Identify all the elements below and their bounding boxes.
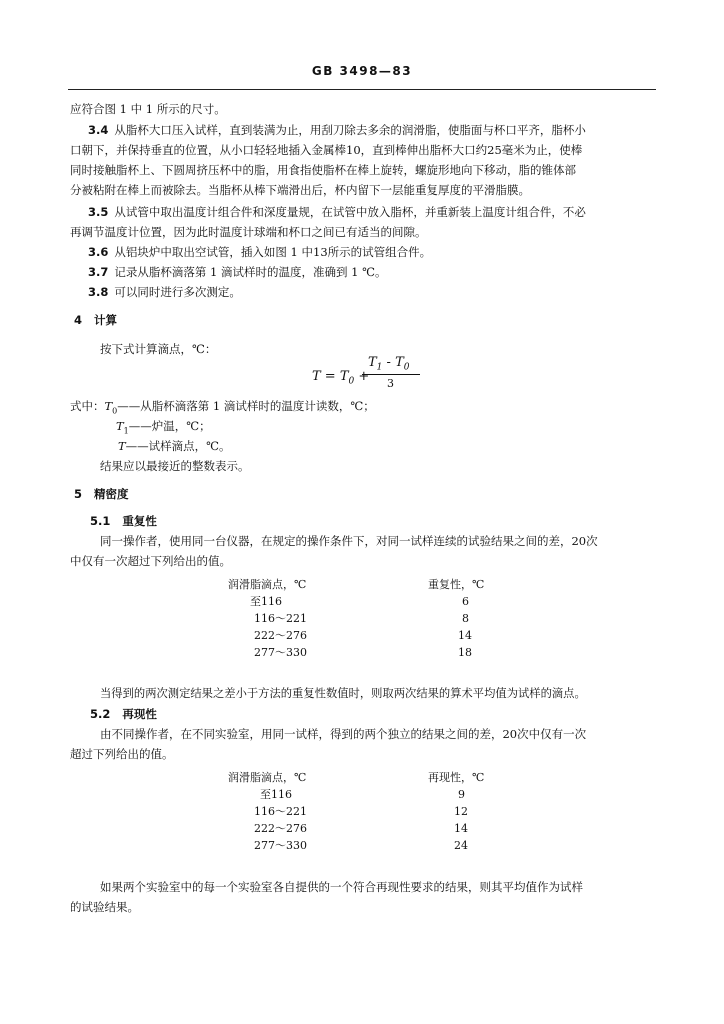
col-header: 润滑脂滴点，℃	[228, 578, 307, 591]
subsection-number: 5.1	[90, 514, 111, 528]
section-title: 计算	[94, 313, 118, 327]
formula-plus: +	[358, 369, 370, 384]
formula-num-a-sub: 1	[376, 362, 383, 373]
value-cell: 12	[454, 805, 468, 818]
step-3-8-line-1	[88, 285, 241, 299]
where-label: 式中：	[70, 399, 105, 413]
reproducibility-text-line-2: 超过下列给出的值。	[70, 747, 174, 761]
repeatability-after-text: 当得到的两次测定结果之差小于方法的重复性数值时，则取两次结果的算术平均值为试样的滴点。	[100, 687, 586, 700]
var-sub: 1	[123, 426, 129, 436]
step-number: 3.5	[88, 205, 109, 219]
subsection-number: 5.2	[90, 707, 111, 721]
formula-lhs-sub: 0	[348, 376, 355, 387]
where-line-2	[116, 419, 211, 438]
reproducibility-after-line-1: 如果两个实验室中的每一个实验室各自提供的一个符合再现性要求的结果，则其平均值作为试样	[100, 880, 583, 894]
value-cell: 8	[462, 612, 469, 625]
step-text: 可以同时进行多次测定。	[114, 285, 241, 299]
rounding-note: 结果应以最接近的整数表示。	[100, 459, 250, 473]
formula-intro: 按下式计算滴点，℃：	[100, 342, 217, 356]
table-row	[228, 644, 520, 661]
section-number: 5	[74, 487, 83, 501]
subsection-title: 再现性	[122, 707, 157, 721]
step-text: 从脂杯大口压入试样，直到装满为止，用刮刀除去多余的润滑脂，使脂面与杯口平齐，脂杯小	[114, 123, 586, 137]
value-cell: 6	[462, 595, 469, 608]
table-row	[228, 610, 520, 627]
var-desc: ——炉温，℃；	[128, 419, 211, 433]
table-header-row	[228, 769, 520, 786]
where-line-1	[70, 399, 375, 418]
var-desc: ——试样滴点，℃。	[125, 439, 231, 453]
step-number: 3.4	[88, 123, 109, 137]
formula-denominator: 3	[387, 377, 394, 390]
step-3-5-line-1	[88, 205, 586, 219]
step-3-5-line-2: 再调节温度计位置，因为此时温度计球端和杯口之间已有适当的间隙。	[70, 225, 427, 239]
table-header-row	[228, 576, 520, 593]
section-number: 4	[74, 313, 83, 327]
step-number: 3.6	[88, 245, 109, 259]
formula-numerator	[368, 355, 409, 373]
range-cell: 至116	[250, 595, 282, 608]
var-symbol: T	[116, 419, 124, 433]
col-header: 重复性，℃	[428, 578, 485, 591]
table-row	[228, 803, 520, 820]
repeatability-table	[228, 576, 520, 661]
col-header: 润滑脂滴点，℃	[228, 771, 307, 784]
range-cell: 116～221	[254, 805, 307, 818]
var-sub: 0	[112, 406, 118, 416]
step-3-4-line-2: 口朝下，并保持垂直的位置，从小口轻轻地插入金属棒10，直到棒伸出脂杯大口约25毫米为止，使棒	[70, 143, 583, 157]
value-cell: 24	[454, 839, 468, 852]
step-3-4-line-4: 分被粘附在棒上而被除去。当脂杯从棒下端滑出后，杯内留下一层能重复厚度的平滑脂膜。	[70, 183, 530, 197]
repeatability-text-line-1: 同一操作者，使用同一台仪器，在规定的操作条件下，对同一试样连续的试验结果之间的差，20次	[100, 534, 598, 548]
var-symbol: T	[104, 399, 113, 413]
reproducibility-table	[228, 769, 520, 854]
step-3-4-line-3: 同时接触脂杯上、下圆周挤压杯中的脂，用食指使脂杯在棒上旋转，螺旋形地向下移动，脂的锥体部	[70, 163, 576, 177]
formula-lhs	[312, 369, 369, 387]
section-title: 精密度	[94, 487, 129, 501]
range-cell: 至116	[260, 788, 292, 801]
subsection-5-2-heading	[90, 707, 157, 721]
range-cell: 277～330	[254, 646, 307, 659]
table-row	[228, 820, 520, 837]
var-symbol: T	[118, 439, 126, 453]
range-cell: 277～330	[254, 839, 307, 852]
step-number: 3.7	[88, 265, 109, 279]
reproducibility-after-line-2: 的试验结果。	[70, 900, 139, 914]
step-3-6-line-1	[88, 245, 431, 259]
value-cell: 14	[454, 822, 468, 835]
value-cell: 9	[458, 788, 465, 801]
step-text: 从铝块炉中取出空试管，插入如图 1 中13所示的试管组合件。	[114, 245, 432, 259]
subsection-5-1-heading	[90, 514, 157, 528]
repeatability-text-line-2: 中仅有一次超过下列给出的值。	[70, 554, 231, 568]
section-5-heading	[74, 487, 129, 501]
formula-num-a: T	[368, 355, 377, 370]
col-header: 再现性，℃	[428, 771, 485, 784]
step-3-7-line-1	[88, 265, 387, 279]
range-cell: 116～221	[254, 612, 307, 625]
table-row	[228, 593, 520, 610]
standard-number-header: GB 3498—83	[311, 64, 413, 78]
step-text: 从试管中取出温度计组合件和深度量规，在试管中放入脂杯，并重新装上温度计组合件，不必	[114, 205, 586, 219]
range-cell: 222～276	[254, 629, 307, 642]
range-cell: 222～276	[254, 822, 307, 835]
var-desc: ——从脂杯滴落第 1 滴试样时的温度计读数，℃；	[117, 399, 375, 413]
formula-lhs-text: T = T	[312, 369, 349, 384]
formula-num-minus: - T	[382, 355, 404, 370]
table-row	[228, 627, 520, 644]
step-text: 记录从脂杯滴落第 1 滴试样时的温度，准确到 1 ℃。	[114, 265, 387, 279]
formula-num-b-sub: 0	[403, 362, 410, 373]
header-rule	[68, 89, 656, 90]
where-line-3	[118, 439, 231, 453]
reproducibility-text-line-1: 由不同操作者，在不同实验室，用同一试样，得到的两个独立的结果之间的差，20次中仅有一次	[100, 727, 587, 741]
table-row	[228, 837, 520, 854]
subsection-title: 重复性	[122, 514, 157, 528]
value-cell: 14	[458, 629, 472, 642]
step-number: 3.8	[88, 285, 109, 299]
table-row	[228, 786, 520, 803]
step-3-4-line-1	[88, 123, 586, 137]
formula-fraction-bar	[362, 374, 420, 375]
continuation-text: 应符合图 1 中 1 所示的尺寸。	[70, 102, 226, 116]
section-4-heading	[74, 313, 117, 327]
value-cell: 18	[458, 646, 472, 659]
